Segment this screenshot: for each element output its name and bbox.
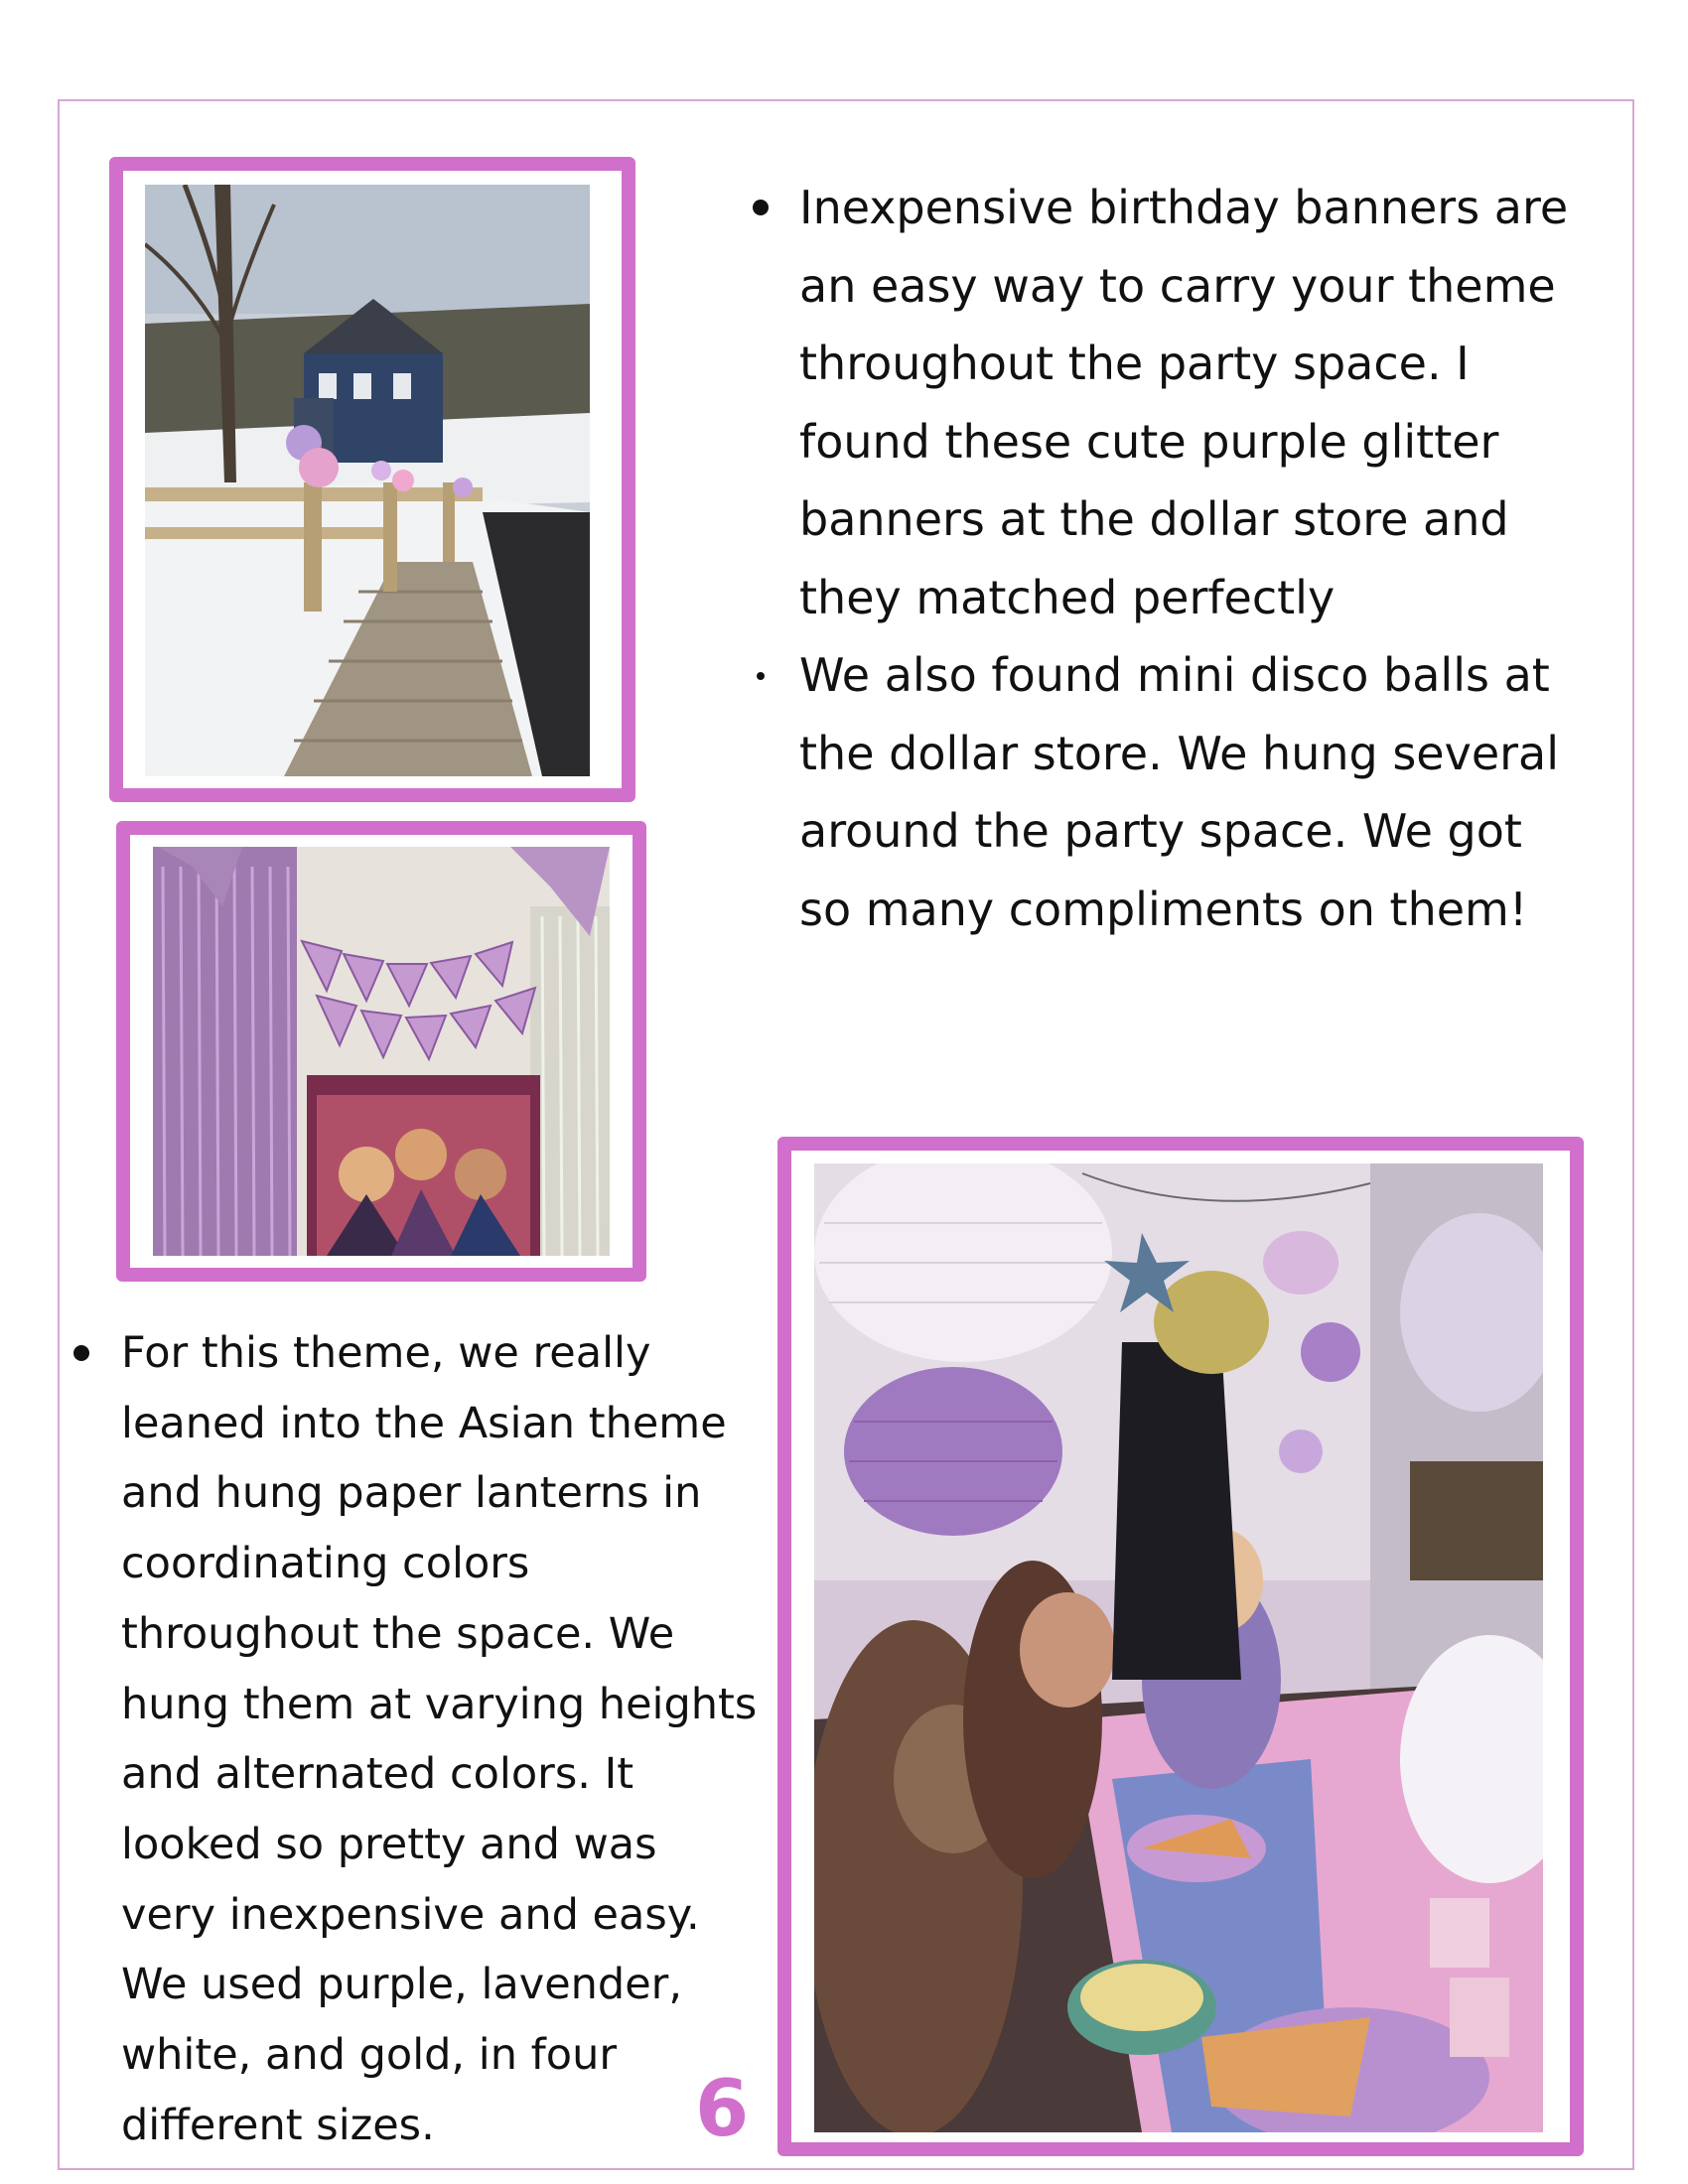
bullet-text: We also found mini disco balls at the dollar store. We hung several around the party space. We got so many compliments on them! <box>799 648 1559 936</box>
left-bullet-list <box>70 1318 765 2160</box>
right-bullet-list <box>747 169 1581 948</box>
list-item <box>70 1318 765 2160</box>
bullet-dot-icon <box>73 1345 89 1361</box>
list-item <box>747 636 1581 948</box>
house-entrance-photo <box>145 185 590 776</box>
page-number: 6 <box>695 2065 752 2154</box>
party-table-photo <box>814 1163 1543 2132</box>
list-item <box>747 169 1581 636</box>
bullet-dot-icon <box>757 672 765 680</box>
banner-wall-photo <box>153 847 610 1256</box>
bullet-text: Inexpensive birthday banners are an easy way to carry your theme throughout the party space. I found these cute purple glitter banners at the dollar store and they matched perfectly <box>799 181 1569 624</box>
bullet-dot-icon <box>753 200 769 215</box>
bullet-text: For this theme, we really leaned into the Asian theme and hung paper lanterns in coordinating colors throughout the space. We hung them at varying heights and alternated colors. It looked so pretty and was very inexpensive and easy. We used purple, lavender, white, and gold, in four different sizes. <box>121 1328 758 2150</box>
